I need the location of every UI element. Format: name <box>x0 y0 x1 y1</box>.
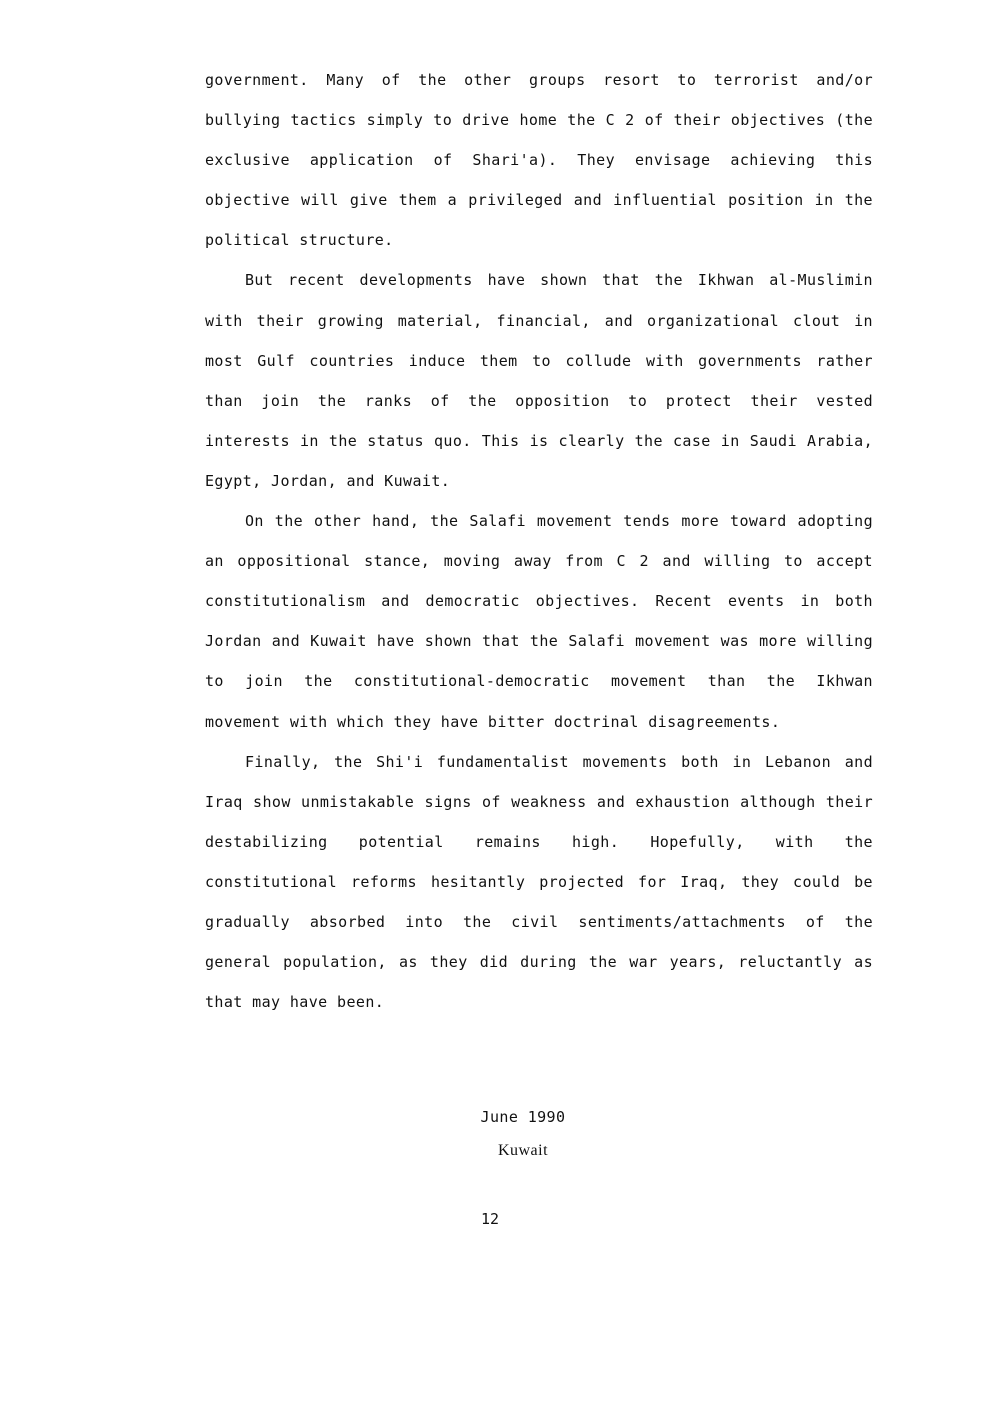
body-text <box>205 60 873 1022</box>
signoff-date: June 1990 <box>480 1108 566 1126</box>
page-number: 12 <box>480 1210 500 1228</box>
paragraph-continued: government. Many of the other groups resort to terrorist and/or bullying tactics simply to drive home the C 2 of their objectives (the exclusive application of Shari'a). They envisage achieving this objective will give them a privileged and influential position in the political structure. <box>205 71 873 250</box>
paragraph-ikhwan: But recent developments have shown that the Ikhwan al-Muslimin with their growing material, financial, and organizational clout in most Gulf countries induce them to collude with governments rather than join the ranks of the opposition to protect their vested interests in the status quo. This is clearly the case in Saudi Arabia, Egypt, Jordan, and Kuwait. <box>205 271 873 490</box>
paragraph-shii: Finally, the Shi'i fundamentalist movements both in Lebanon and Iraq show unmistakable signs of weakness and exhaustion although their destabilizing potential remains high. Hopefully, with the constitutional reforms hesitantly projected for Iraq, they could be gradually absorbed into the civil sentiments/attachments of the general population, as they did during the war years, reluctantly as that may have been. <box>205 752 873 1012</box>
paragraph-salafi: On the other hand, the Salafi movement tends more toward adopting an oppositional stance, moving away from C 2 and willing to accept constitutionalism and democratic objectives. Recent events in both Jordan and Kuwait have shown that the Salafi movement was more willing to join the constitutional-democratic movement than the Ikhwan movement with which they have bitter doctrinal disagreements. <box>205 512 873 731</box>
signoff-place: Kuwait <box>497 1142 549 1159</box>
